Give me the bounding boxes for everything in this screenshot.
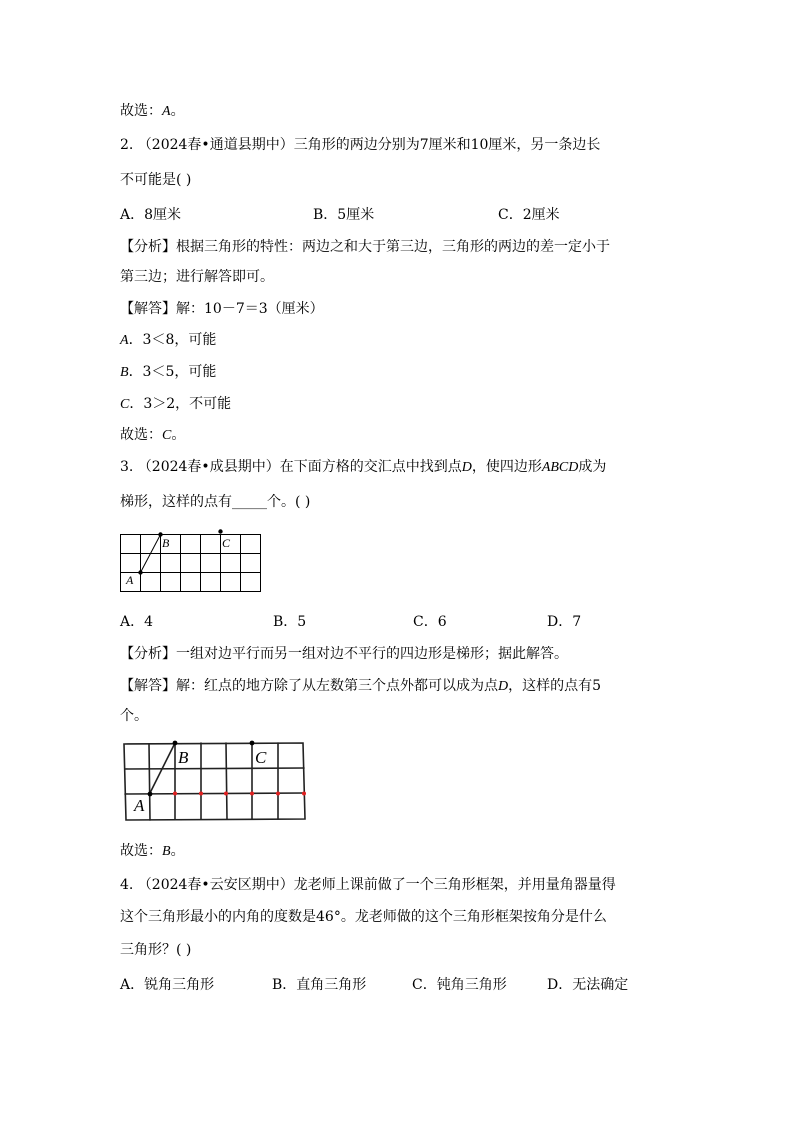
q4-stem-line2: 这个三角形最小的内角的度数是46°。龙老师做的这个三角形框架按角分是什么 <box>120 909 607 925</box>
q3-grid-figure <box>110 525 270 600</box>
q2-reason-c: C．3＞2，不可能 <box>120 396 232 412</box>
q3-solution-line2: 个。 <box>120 708 148 724</box>
point-b-label-2: B <box>178 748 189 767</box>
q2-answer: 故选：C。 <box>120 427 186 443</box>
q4-option-a: A．锐角三角形 <box>120 977 215 993</box>
q4-option-b: B．直角三角形 <box>272 977 367 993</box>
q2-solution: 【解答】解：10－7＝3（厘米） <box>120 301 324 317</box>
answer-line-q1: 故选：A。 <box>120 103 185 119</box>
q3-analysis: 【分析】一组对边平行而另一组对边不平行的四边形是梯形；据此解答。 <box>120 646 568 662</box>
q3-answer: 故选：B。 <box>120 843 185 859</box>
q3-option-d: D．7 <box>547 614 582 630</box>
q4-stem-line3: 三角形？( ) <box>120 942 192 958</box>
q2-reason-b: B．3＜5，可能 <box>120 364 217 380</box>
point-b-label: B <box>162 536 170 550</box>
q3-stem-line2: 梯形，这样的点有_____个。( ) <box>120 494 311 510</box>
point-a-label: A <box>126 573 134 587</box>
q3-option-a: A．4 <box>120 614 154 630</box>
point-a-label-2: A <box>134 796 145 815</box>
point-c-label: C <box>222 536 231 550</box>
q3-option-b: B．5 <box>273 614 307 630</box>
q3-option-c: C．6 <box>413 614 447 630</box>
q2-reason-a: A．3＜8，可能 <box>120 332 217 348</box>
q4-option-c: C．钝角三角形 <box>412 977 507 993</box>
q2-analysis-line2: 第三边；进行解答即可。 <box>120 269 274 285</box>
q2-stem-line1: 2. （2024春•通道县期中）三角形的两边分别为7厘米和10厘米，另一条边长 <box>120 137 601 153</box>
q2-option-c: C．2厘米 <box>498 207 560 223</box>
q3-stem-line1: 3. （2024春•成县期中）在下面方格的交汇点中找到点D，使四边形ABCD成为 <box>120 459 607 475</box>
q4-option-d: D．无法确定 <box>547 977 629 993</box>
q3-solution-line1: 【解答】解：红点的地方除了从左数第三个点外都可以成为点D，这样的点有5 <box>120 678 602 694</box>
q2-analysis-line1: 【分析】根据三角形的特性：两边之和大于第三边，三角形的两边的差一定小于 <box>120 239 610 255</box>
q4-stem-line1: 4. （2024春•云安区期中）龙老师上课前做了一个三角形框架，并用量角器量得 <box>120 877 616 893</box>
q3-solution-figure <box>115 735 315 830</box>
q2-option-a: A．8厘米 <box>120 207 182 223</box>
q2-option-b: B．5厘米 <box>313 207 375 223</box>
q2-stem-line2: 不可能是( ) <box>120 172 192 188</box>
point-c-label-2: C <box>255 748 267 767</box>
